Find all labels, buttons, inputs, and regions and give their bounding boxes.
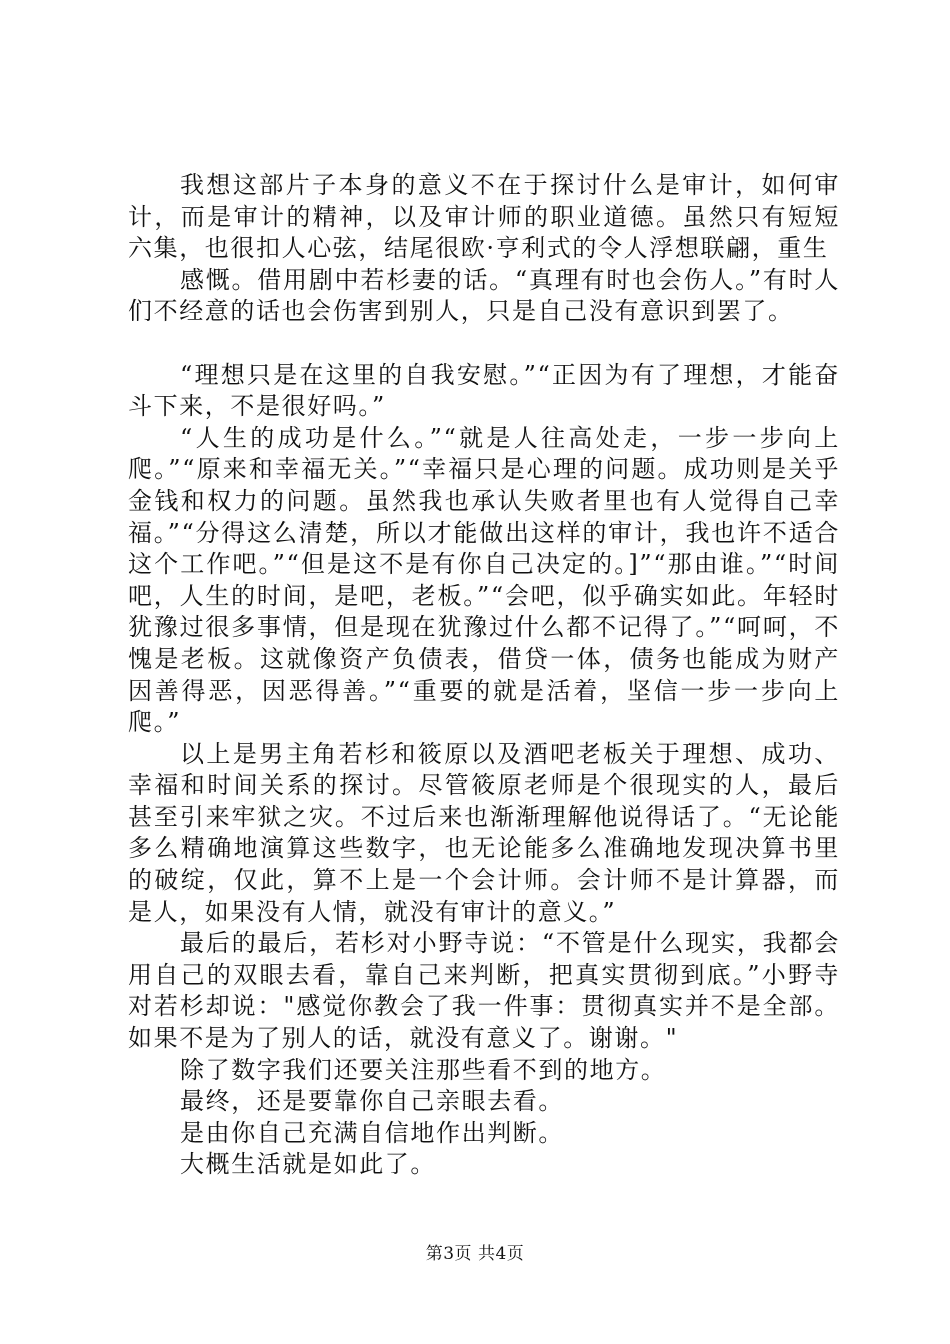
paragraph-6: 最后的最后，若杉对小野寺说：“不管是什么现实，我都会用自己的双眼去看，靠自己来判断，把真实贯彻到底。”小野寺对若杉却说："感觉你教会了我一件事：贯彻真实并不是全部。如果不是为了别人的话，就没有意义了。谢谢。": [128, 929, 840, 1053]
paragraph-10: 大概生活就是如此了。: [180, 1150, 436, 1179]
paragraph-4: “人生的成功是什么。”“就是人往高处走，一步一步向上爬。”“原来和幸福无关。”“幸福只是心理的问题。成功则是关乎金钱和权力的问题。虽然我也承认失败者里也有人觉得自己幸福。”“分得这么清楚，所以才能做出这样的审计，我也许不适合这个工作吧。”“但是这不是有你自己决定的。]”“那由谁。”“时间吧，人生的时间，是吧，老板。”“会吧，似乎确实如此。年轻时犹豫过很多事情，但是现在犹豫过什么都不记得了。”“呵呵，不愧是老板。这就像资产负债表，借贷一体，债务也能成为财产因善得恶，因恶得善。”“重要的就是活着，坚信一步一步向上爬。”: [128, 423, 840, 737]
paragraph-5: 以上是男主角若杉和筱原以及酒吧老板关于理想、成功、幸福和时间关系的探讨。尽管筱原老师是个很现实的人，最后甚至引来牢狱之灾。不过后来也渐渐理解他说得话了。“无论能多么精确地演算这些数字，也无论能多么准确地发现决算书里的破绽，仅此，算不上是一个会计师。会计师不是计算器，而是人，如果没有人情，就没有审计的意义。”: [128, 739, 840, 926]
page-footer: 第3页 共4页: [425, 1244, 525, 1264]
paragraph-1: 我想这部片子本身的意义不在于探讨什么是审计，如何审计，而是审计的精神，以及审计师的职业道德。虽然只有短短六集，也很扣人心弦，结尾很欧·亨利式的令人浮想联翩，重生: [128, 171, 840, 263]
document-body: [128, 170, 840, 1181]
paragraph-3: “理想只是在这里的自我安慰。”“正因为有了理想，才能奋斗下来，不是很好吗。”: [128, 360, 840, 421]
paragraph-9: 是由你自己充满自信地作出判断。: [180, 1118, 564, 1147]
paragraph-gap: [128, 328, 840, 360]
paragraph-8: 最终，还是要靠你自己亲眼去看。: [180, 1087, 564, 1116]
paragraph-7: 除了数字我们还要关注那些看不到的地方。: [180, 1055, 667, 1084]
paragraph-2: 感慨。借用剧中若杉妻的话。“真理有时也会伤人。”有时人们不经意的话也会伤害到别人，只是自己没有意识到罢了。: [128, 265, 840, 326]
